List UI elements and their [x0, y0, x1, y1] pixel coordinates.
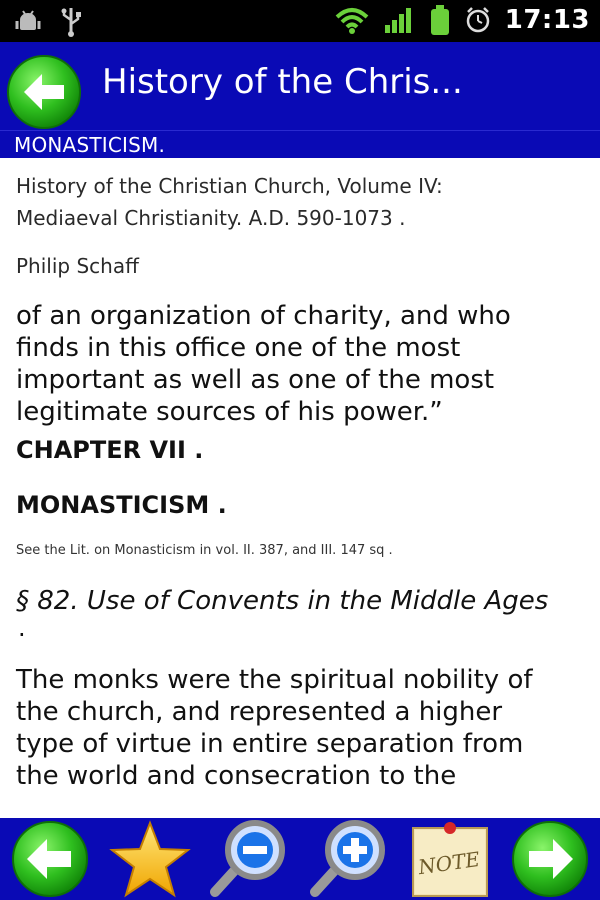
- back-arrow-icon: [4, 52, 88, 136]
- wifi-icon: [335, 5, 369, 35]
- text-line: the world and consecration to the: [16, 761, 457, 791]
- page-title: History of the Chris...: [102, 62, 463, 102]
- android-debug-icon: [14, 8, 42, 36]
- literature-note: See the Lit. on Monasticism in vol. II. 387, and III. 147 sq .: [16, 543, 393, 558]
- note-button[interactable]: [400, 818, 500, 900]
- book-title: [16, 170, 586, 234]
- body-text: [16, 300, 586, 428]
- next-page-button[interactable]: [500, 818, 600, 900]
- paragraph: [16, 664, 586, 792]
- book-author: Philip Schaff: [16, 254, 139, 278]
- signal-icon: [383, 5, 415, 35]
- star-icon: [108, 819, 192, 899]
- note-label: NOTE: [416, 846, 482, 880]
- text-line: legitimate sources of his power.”: [16, 397, 443, 427]
- battery-icon: [429, 4, 451, 36]
- text-line: the church, and represented a higher: [16, 697, 503, 727]
- right-arrow-icon: [507, 819, 593, 899]
- heading-dot: .: [18, 614, 26, 642]
- subsection-heading: § 82. Use of Convents in the Middle Ages: [16, 586, 549, 616]
- zoom-out-icon: [205, 818, 295, 900]
- left-arrow-icon: [7, 819, 93, 899]
- chapter-heading: CHAPTER VII .: [16, 436, 204, 464]
- title-bar: [0, 42, 600, 130]
- status-time: 17:13: [504, 5, 590, 35]
- status-bar: [0, 0, 600, 42]
- book-title-line: History of the Christian Church, Volume IV:: [16, 174, 443, 198]
- text-line: important as well as one of the most: [16, 365, 495, 395]
- section-heading: MONASTICISM .: [16, 491, 227, 519]
- usb-icon: [60, 6, 82, 38]
- zoom-in-button[interactable]: [300, 818, 400, 900]
- note-icon: [405, 818, 495, 900]
- text-line: type of virtue in entire separation from: [16, 729, 524, 759]
- reader-content[interactable]: [0, 158, 600, 818]
- previous-page-button[interactable]: [0, 818, 100, 900]
- text-line: of an organization of charity, and who: [16, 301, 511, 331]
- bookmark-button[interactable]: [100, 818, 200, 900]
- zoom-out-button[interactable]: [200, 818, 300, 900]
- chapter-bar: [0, 130, 600, 158]
- back-button[interactable]: [4, 52, 88, 136]
- zoom-in-icon: [305, 818, 395, 900]
- text-line: finds in this office one of the most: [16, 333, 461, 363]
- bottom-toolbar: [0, 818, 600, 900]
- alarm-icon: [465, 6, 491, 34]
- text-line: The monks were the spiritual nobility of: [16, 665, 533, 695]
- chapter-subtitle: MONASTICISM.: [14, 133, 166, 157]
- book-title-line: Mediaeval Christianity. A.D. 590-1073 .: [16, 206, 406, 230]
